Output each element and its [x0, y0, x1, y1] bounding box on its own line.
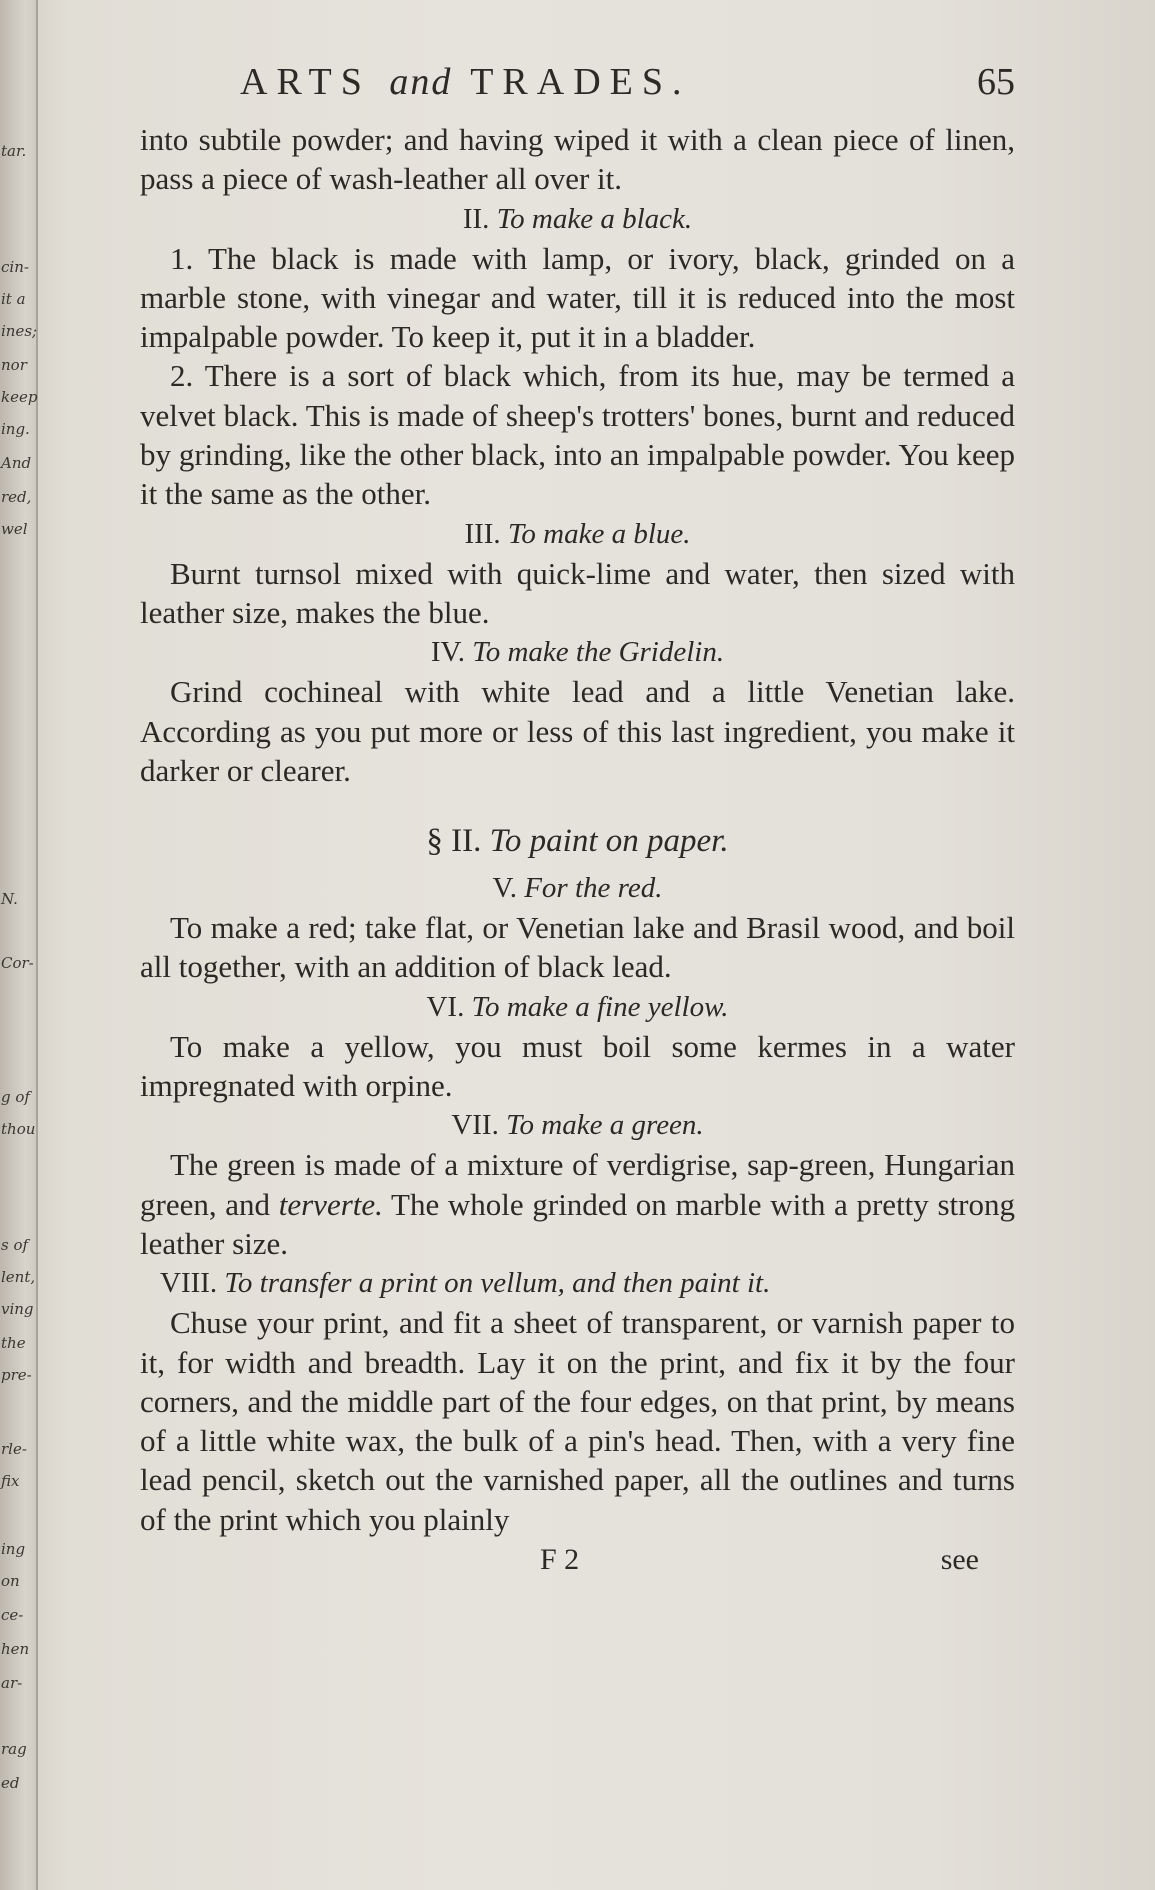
- paragraph-red: To make a red; take flat, or Venetian lake and Brasil wood, and boil all together, with an addition of black lead.: [140, 910, 1015, 985]
- facing-fragment: nor: [1, 356, 27, 374]
- facing-fragment: on: [1, 1572, 20, 1590]
- page-header: [140, 60, 1015, 120]
- running-head-trades: TRADES.: [470, 61, 691, 103]
- heading-iv: [140, 632, 1015, 672]
- facing-fragment: thou: [1, 1120, 36, 1138]
- facing-fragment: fix: [1, 1472, 20, 1490]
- facing-fragment: hen: [1, 1640, 30, 1658]
- heading-number: VI.: [426, 990, 465, 1023]
- section-heading: [140, 820, 1015, 862]
- facing-fragment: N.: [1, 890, 18, 908]
- heading-vi: [140, 987, 1015, 1027]
- heading-title: To make a black.: [496, 202, 693, 235]
- heading-viii: [140, 1263, 1015, 1303]
- paragraph-black-2: 2. There is a sort of black which, from its hue, may be termed a velvet black. This is made of sheep's trotters' bones, burnt and reduced by grinding, like the other black, into an impalpable powder. You keep it the same as the other.: [140, 358, 1015, 512]
- heading-title: For the red.: [524, 872, 663, 905]
- heading-title: To make the Gridelin.: [472, 636, 725, 669]
- paragraph-blue: Burnt turnsol mixed with quick-lime and water, then sized with leather size, makes the blue.: [140, 555, 1015, 630]
- facing-fragment: keep: [1, 388, 38, 406]
- paragraph-green-start: The green is made of a mixture of verdigrise, sap-green, Hungarian green, and: [140, 1147, 1015, 1222]
- heading-title: To transfer a print on vellum, and then paint it.: [224, 1267, 771, 1300]
- heading-v: [140, 868, 1015, 908]
- facing-fragment: pre-: [1, 1366, 32, 1384]
- heading-number: VIII.: [160, 1267, 218, 1300]
- paragraph-continued: into subtile powder; and having wiped it with a clean piece of linen, pass a piece of wash-leather all over it.: [140, 122, 1015, 197]
- heading-number: VII.: [451, 1109, 499, 1142]
- catchword: see: [940, 1543, 979, 1577]
- facing-fragment: ed: [1, 1774, 20, 1792]
- page-footer: [140, 1543, 1015, 1583]
- facing-fragment: it a: [1, 290, 26, 308]
- facing-fragment: cin-: [1, 258, 29, 276]
- paragraph-green: [140, 1145, 1015, 1263]
- facing-fragment: red,: [1, 488, 32, 506]
- paragraph-transfer-print: Chuse your print, and fit a sheet of transparent, or varnish paper to it, for width and breadth. Lay it on the print, and fix it by the four corners, and the middle part of the four edges, on that print, by means of a little white wax, the bulk of a pin's head. Then, with a very fine lead pencil, sketch out the varnished paper, all the outlines and turns of the print which you plainly: [140, 1305, 1015, 1537]
- paragraph-green-end: The whole grinded on marble with a pretty strong leather size.: [140, 1186, 1015, 1261]
- facing-fragment: ving: [1, 1300, 34, 1318]
- running-head-arts: ARTS: [240, 61, 371, 103]
- facing-fragment: ing: [1, 1540, 26, 1558]
- heading-number: II.: [462, 202, 490, 235]
- facing-fragment: lent,: [1, 1268, 36, 1286]
- heading-iii: [140, 514, 1015, 554]
- heading-vii: [140, 1105, 1015, 1145]
- heading-ii: [140, 199, 1015, 239]
- facing-fragment: wel: [1, 520, 28, 538]
- facing-fragment: Cor-: [1, 954, 34, 972]
- paragraph-green-italic: terverte.: [278, 1186, 383, 1222]
- facing-fragment: the: [1, 1334, 26, 1352]
- paragraph-yellow: To make a yellow, you must boil some kermes in a water impregnated with orpine.: [140, 1028, 1015, 1104]
- facing-page-edge: [0, 0, 38, 1890]
- facing-fragment: rag: [1, 1740, 27, 1758]
- heading-title: To make a blue.: [507, 517, 691, 550]
- paragraph-black-1: 1. The black is made with lamp, or ivory, black, grinded on a marble stone, with vinegar and water, till it is reduced into the most impalpable powder. To keep it, put it in a bladder.: [140, 240, 1015, 355]
- facing-fragment: ar-: [1, 1674, 23, 1692]
- section-title: To paint on paper.: [489, 823, 729, 860]
- paragraph-gridelin: Grind cochineal with white lead and a little Venetian lake. According as you put more or less of this last ingredient, you make it darker or clearer.: [140, 674, 1015, 788]
- facing-fragment: s of: [1, 1236, 29, 1254]
- signature-mark: F 2: [540, 1543, 580, 1577]
- heading-title: To make a green.: [506, 1109, 704, 1142]
- facing-fragment: rle-: [1, 1440, 27, 1458]
- facing-fragment: ines;: [1, 322, 38, 340]
- page-content: [140, 60, 1015, 1583]
- running-head-and: and: [389, 61, 453, 103]
- running-head: [240, 60, 690, 104]
- heading-number: V.: [492, 872, 517, 905]
- facing-fragment: ce-: [1, 1606, 24, 1624]
- facing-fragment: And: [1, 454, 32, 472]
- heading-number: III.: [464, 517, 501, 550]
- heading-title: To make a fine yellow.: [471, 990, 729, 1023]
- section-number: § II.: [426, 823, 482, 860]
- facing-fragment: ing.: [1, 420, 30, 438]
- heading-number: IV.: [430, 636, 465, 669]
- facing-fragment: g of: [1, 1088, 30, 1106]
- page-number: 65: [977, 61, 1015, 103]
- facing-fragment: tar.: [1, 142, 27, 160]
